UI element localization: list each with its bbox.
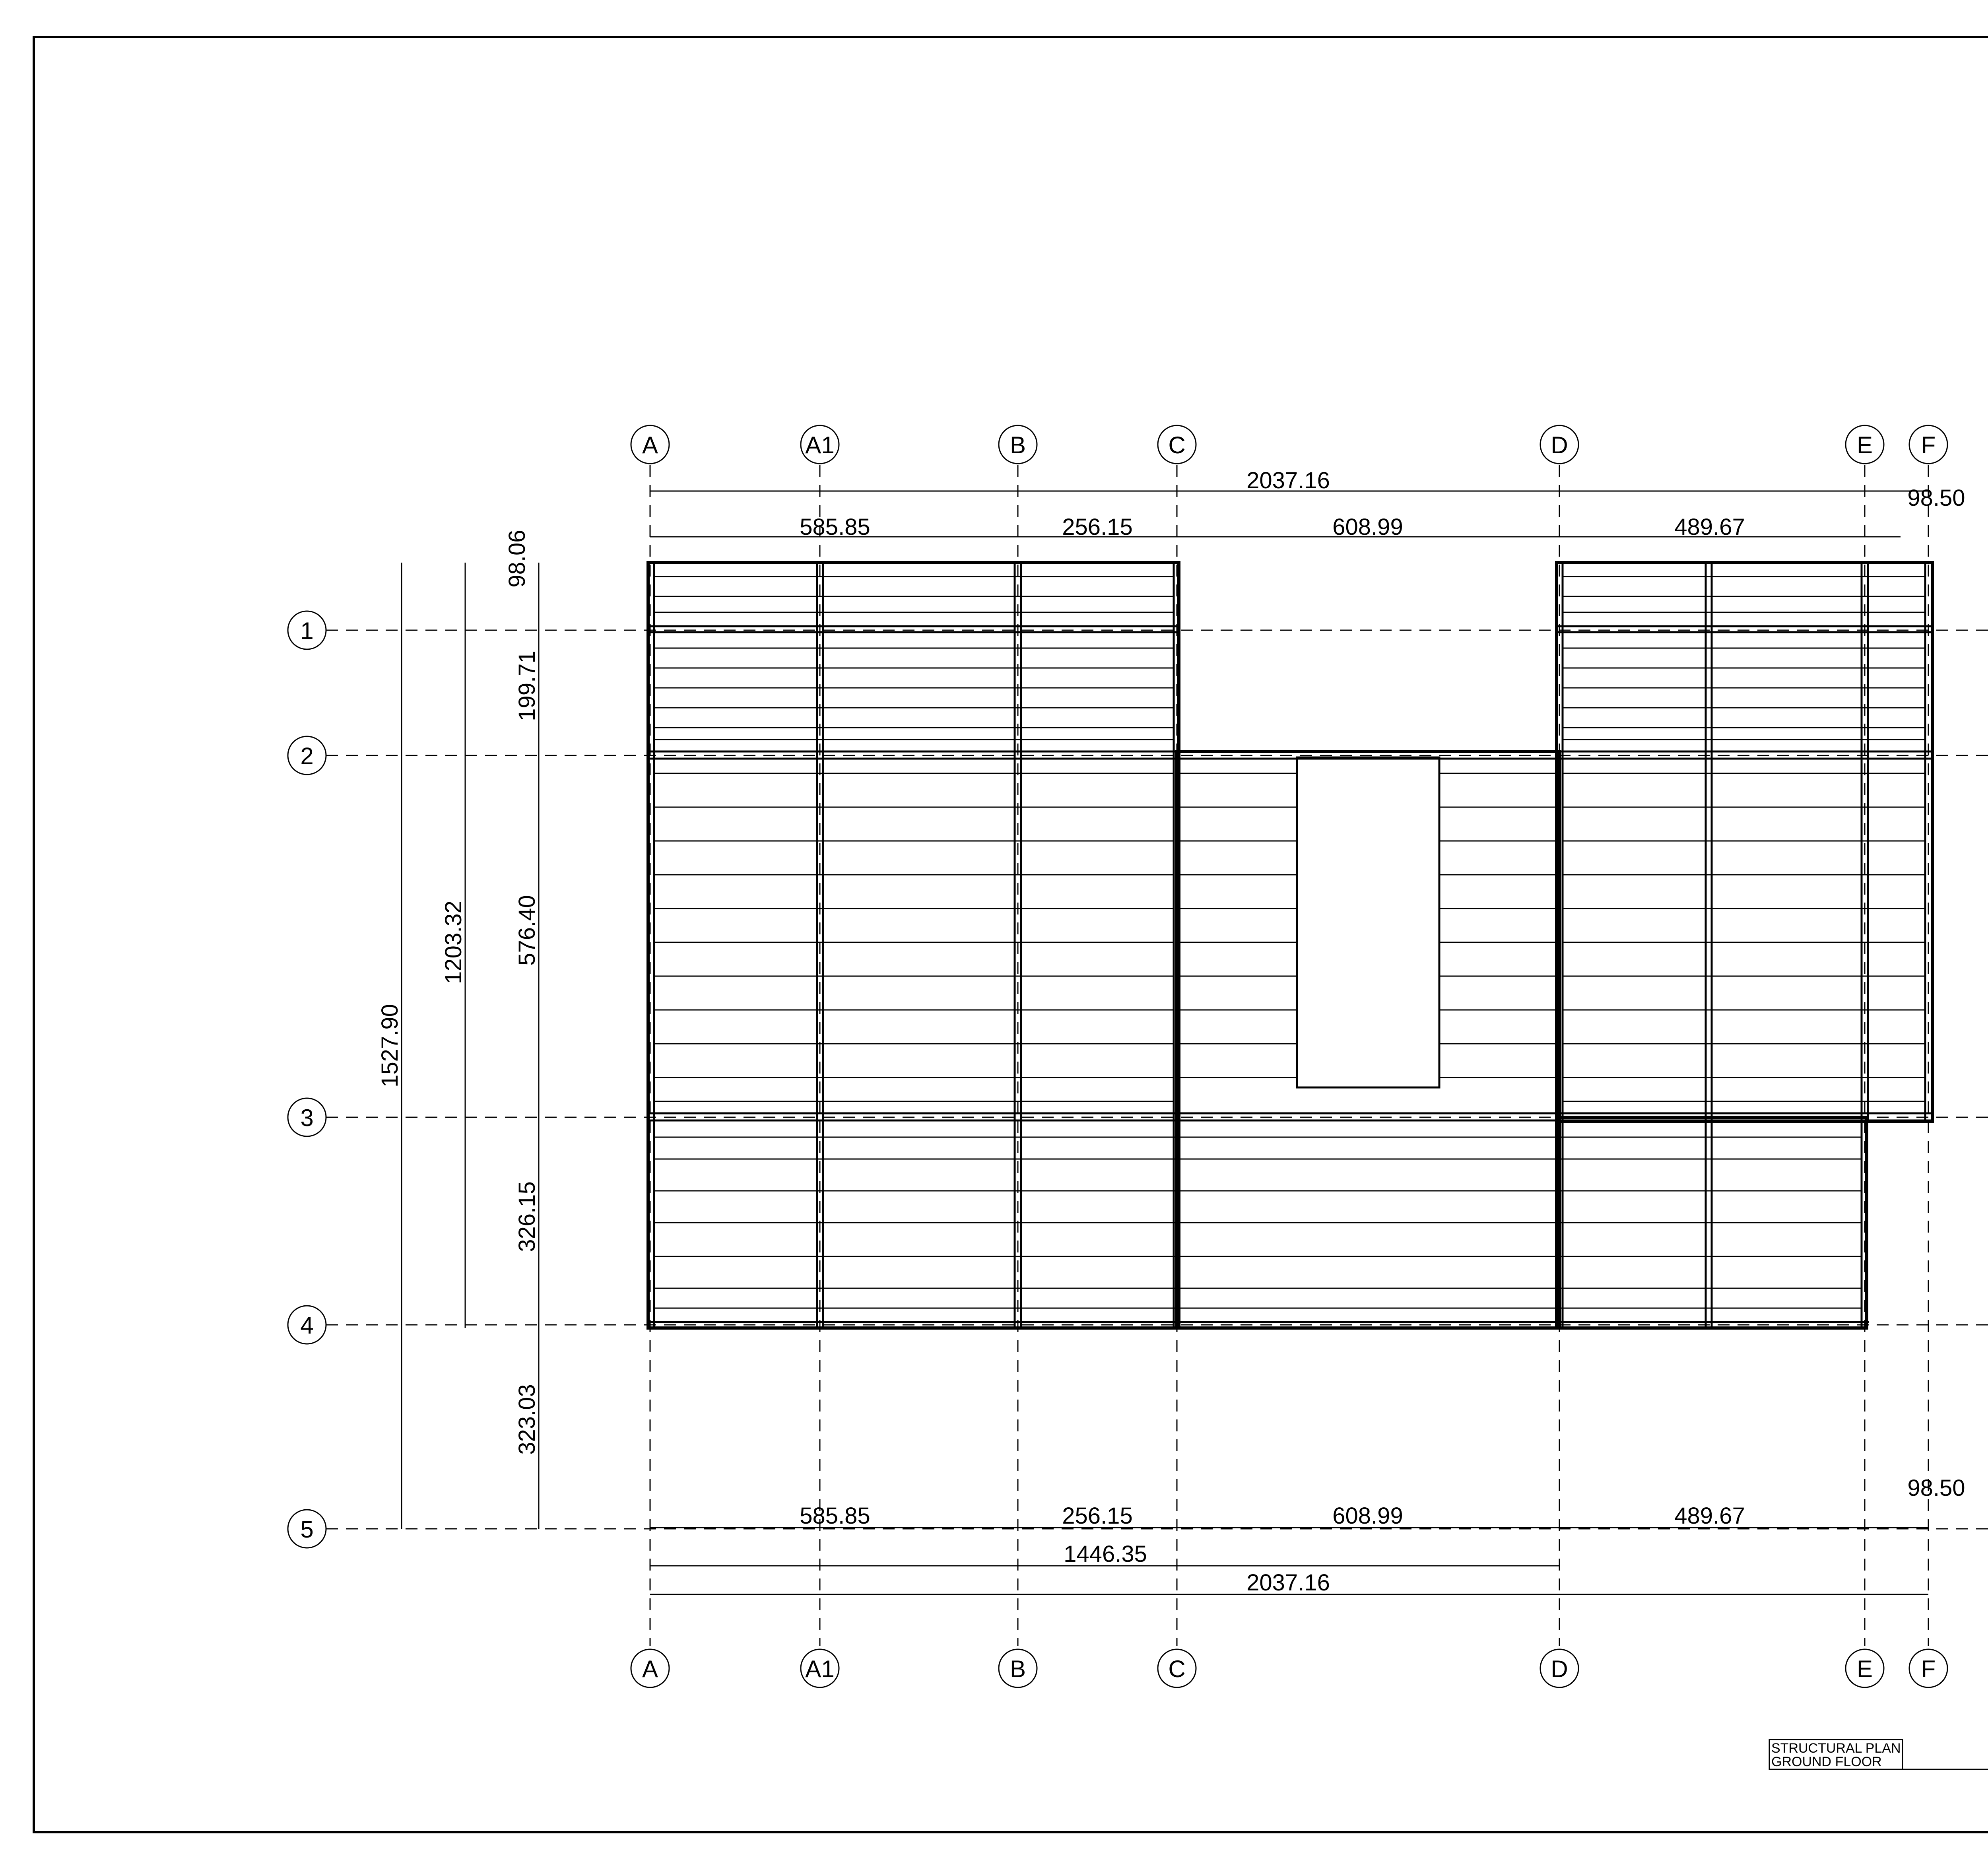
bubble-label-F-top: F: [1921, 432, 1936, 458]
dim-bottom-total: 2037.16: [1246, 1570, 1330, 1596]
dim-top-total: 2037.16: [1246, 468, 1330, 493]
bubble-label-D-top: D: [1551, 432, 1568, 458]
dim-left-outer: 1527.90: [377, 1004, 403, 1087]
bubble-label-A-bottom: A: [642, 1656, 658, 1682]
bubble-label-E-top: E: [1856, 432, 1873, 458]
dim-left-span-1: 98.06: [504, 530, 530, 588]
dim-bottom-span-4: 489.67: [1674, 1503, 1745, 1529]
column-bubbles-bottom: [631, 1649, 1947, 1687]
bubble-label-E-bottom: E: [1856, 1656, 1873, 1682]
bubble-label-3-left: 3: [300, 1105, 314, 1131]
drawing-tag-line1: STRUCTURAL PLAN: [1771, 1741, 1901, 1756]
bubble-label-A1-top: A1: [805, 432, 835, 458]
bubble-label-F-bottom: F: [1921, 1656, 1936, 1682]
dim-top-span-4: 489.67: [1674, 514, 1745, 540]
bubble-label-2-left: 2: [300, 743, 314, 769]
floor-structure: [648, 563, 1932, 1328]
bubble-label-C-bottom: C: [1168, 1656, 1186, 1682]
drawing-tag-line2: GROUND FLOOR: [1771, 1754, 1882, 1769]
dim-top-edge: 98.50: [1907, 485, 1965, 511]
dim-left-span-4: 326.15: [514, 1181, 540, 1252]
row-bubbles-left: [288, 611, 326, 1548]
bubble-label-1-left: 1: [300, 617, 314, 644]
dim-left-span-2: 199.71: [514, 650, 540, 721]
dim-bottom-span-2: 256.15: [1062, 1503, 1133, 1529]
bubble-label-A-top: A: [642, 432, 658, 458]
column-bubbles-top: [631, 425, 1947, 464]
dim-top-span-1: 585.85: [800, 514, 870, 540]
bubble-label-B-top: B: [1010, 432, 1026, 458]
dim-top-span-3: 608.99: [1332, 514, 1403, 540]
drawing-tag: [1769, 1740, 1988, 1802]
dim-bottom-span-1: 585.85: [800, 1503, 870, 1529]
sheet-border: [34, 37, 1988, 1832]
bubble-label-B-bottom: B: [1010, 1656, 1026, 1682]
bubble-label-C-top: C: [1168, 432, 1186, 458]
dim-bottom-sub: 1446.35: [1064, 1541, 1147, 1567]
dim-bottom-edge: 98.50: [1907, 1475, 1965, 1501]
dim-left-mid: 1203.32: [441, 901, 466, 984]
dimension-lines: [402, 491, 1988, 1594]
dim-bottom-span-3: 608.99: [1332, 1503, 1403, 1529]
bubble-label-A1-bottom: A1: [805, 1656, 835, 1682]
dim-left-span-3: 576.40: [514, 895, 540, 966]
bubble-label-5-left: 5: [300, 1516, 314, 1543]
bubble-label-4-left: 4: [300, 1312, 314, 1339]
dim-top-span-2: 256.15: [1062, 514, 1133, 540]
grid-lines: [326, 465, 1988, 1646]
bubble-label-D-bottom: D: [1551, 1656, 1568, 1682]
dim-left-span-5: 323.03: [514, 1384, 540, 1455]
